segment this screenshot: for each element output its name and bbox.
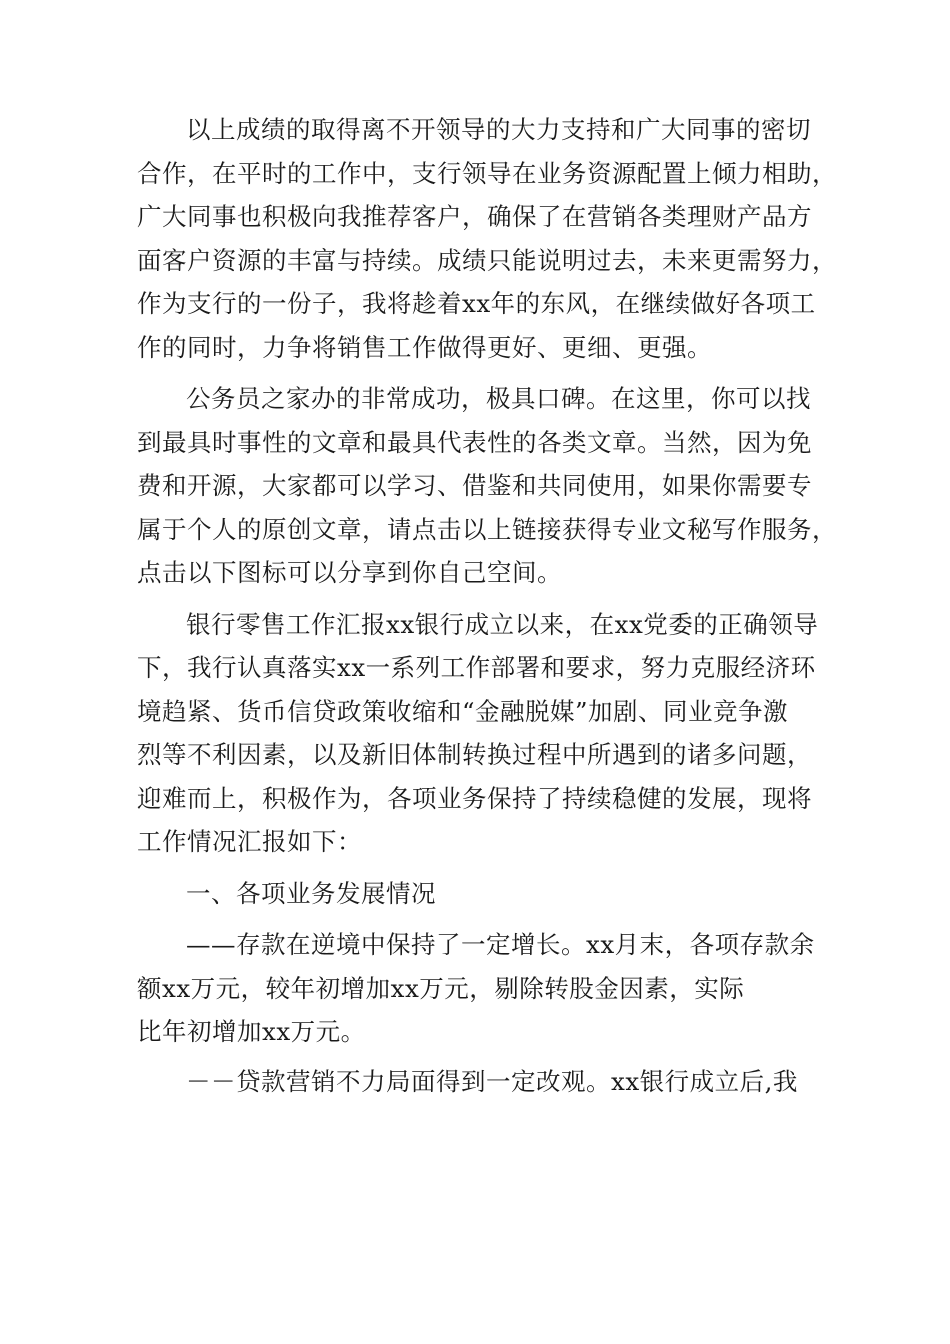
paragraph-3	[137, 603, 837, 864]
text-line: ——存款在逆境中保持了一定增长。xx月末，各项存款余	[186, 930, 815, 959]
text-line: －－贷款营销不力局面得到一定改观。xx银行成立后,我	[186, 1066, 798, 1096]
text-line: 额xx万元，较年初增加xx万元，剔除转股金因素，实际	[137, 973, 745, 1003]
text-line: 比年初增加xx万元。	[137, 1017, 366, 1046]
document-body	[137, 108, 837, 1103]
text-line: 属于个人的原创文章，请点击以上链接获得专业文秘写作服务，	[137, 514, 837, 544]
text-line: 一、各项业务发展情况	[186, 878, 436, 908]
text-line: 费和开源，大家都可以学习、借鉴和共同使用，如果你需要专	[137, 471, 812, 500]
text-line: 到最具时事性的文章和最具代表性的各类文章。当然，因为免	[137, 427, 812, 457]
text-line: 作的同时，力争将销售工作做得更好、更细、更强。	[137, 332, 712, 362]
paragraph-6	[137, 1060, 837, 1104]
text-line: 面客户资源的丰富与持续。成绩只能说明过去，未来更需努力，	[137, 245, 837, 275]
paragraph-1	[137, 108, 837, 369]
section-heading	[137, 872, 837, 916]
text-line: 银行零售工作汇报xx银行成立以来，在xx党委的正确领导	[186, 609, 819, 639]
paragraph-2	[137, 377, 837, 595]
paragraph-5	[137, 923, 837, 1054]
text-line: 以上成绩的取得离不开领导的大力支持和广大同事的密切	[186, 115, 811, 144]
text-line: 下，我行认真落实xx一系列工作部署和要求，努力克服经济环	[137, 653, 816, 682]
text-line: 境趋紧、货币信贷政策收缩和“金融脱媒”加剧、同业竞争激	[137, 696, 789, 726]
text-line: 广大同事也积极向我推荐客户，确保了在营销各类理财产品方	[137, 202, 812, 231]
text-line: 工作情况汇报如下：	[137, 827, 362, 856]
text-line: 作为支行的一份子，我将趁着xx年的东风，在继续做好各项工	[137, 289, 816, 318]
text-line: 合作，在平时的工作中，支行领导在业务资源配置上倾力相助，	[137, 158, 837, 188]
text-line: 点击以下图标可以分享到你自己空间。	[137, 558, 562, 587]
text-line: 公务员之家办的非常成功，极具口碑。在这里，你可以找	[186, 384, 811, 413]
text-line: 迎难而上，积极作为，各项业务保持了持续稳健的发展，现将	[137, 783, 812, 813]
text-line: 烈等不利因素，以及新旧体制转换过程中所遇到的诸多问题，	[137, 740, 812, 769]
